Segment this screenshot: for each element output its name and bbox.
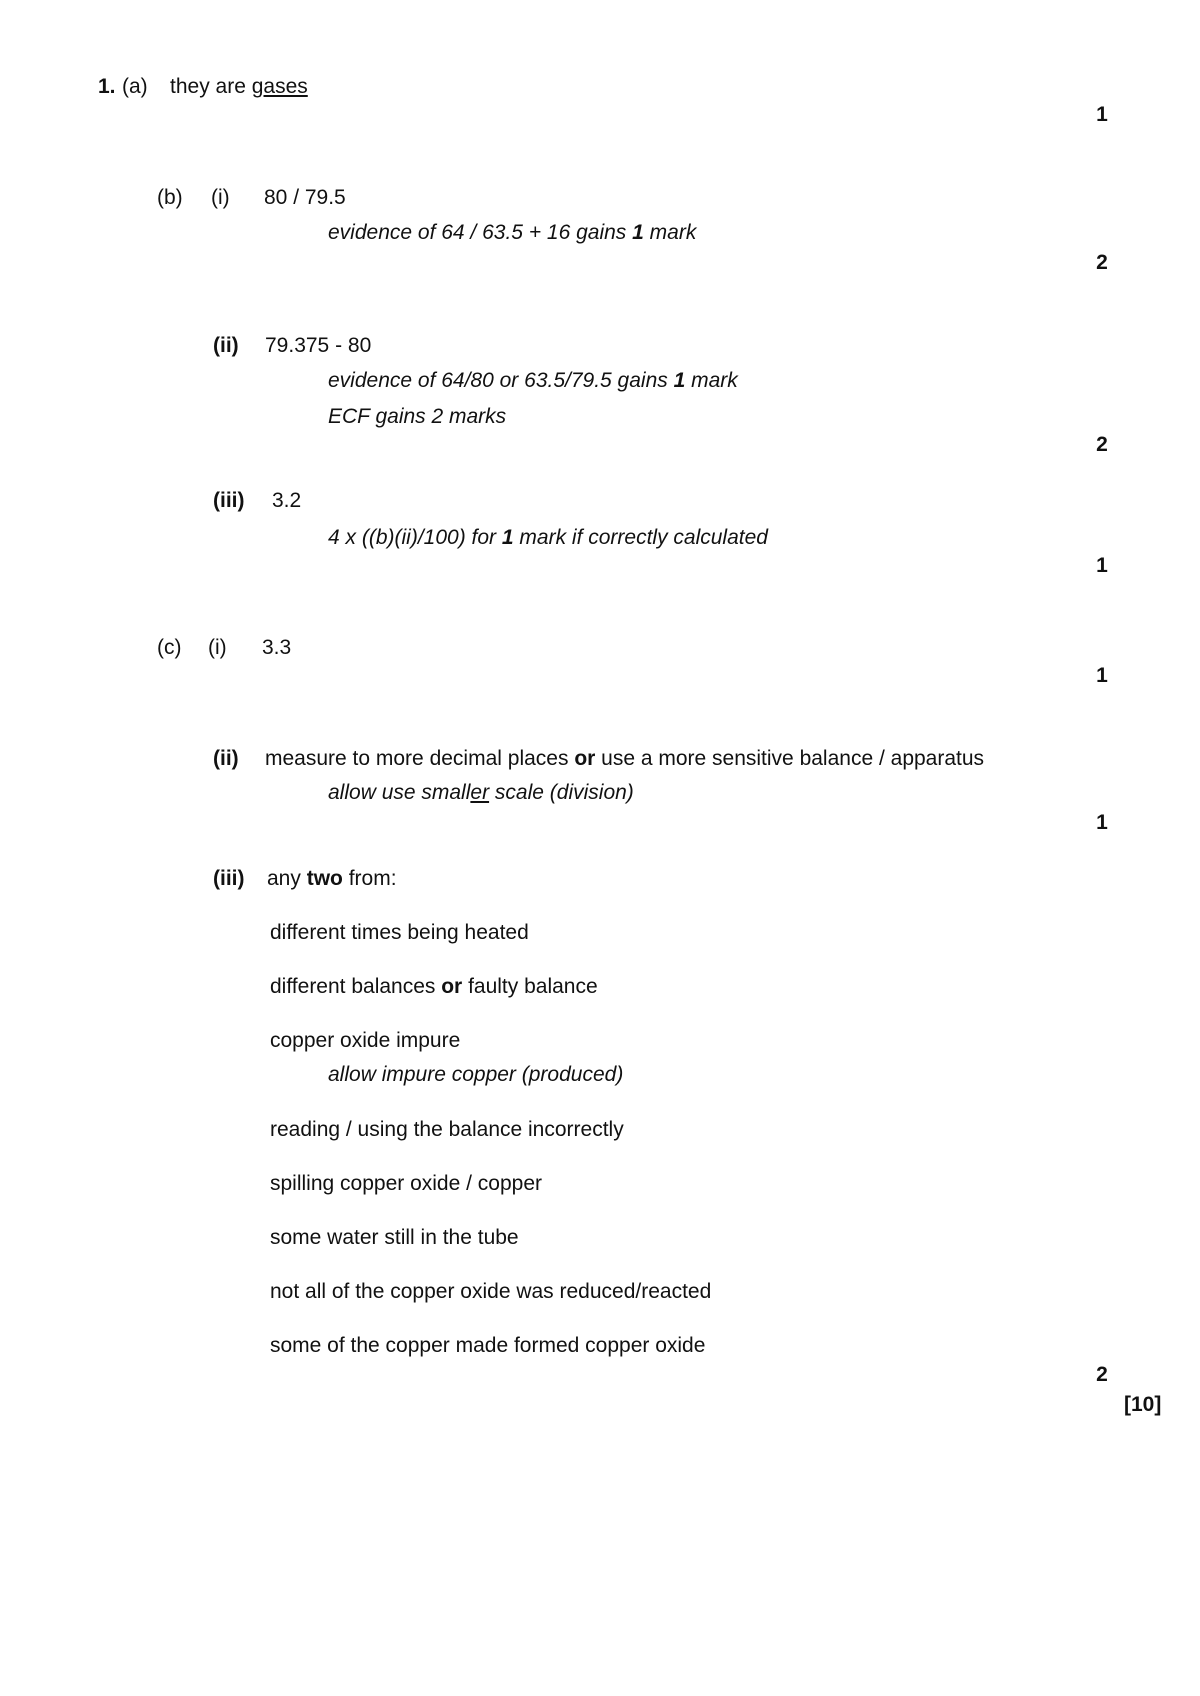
marks-b-ii: 2 [1096,433,1108,456]
part-c-label: (c) [157,636,182,659]
marks-c-i: 1 [1096,664,1108,687]
part-c-ii-guidance: allow use smaller scale (division) [328,781,634,804]
part-b-i-answer: 80 / 79.5 [264,186,346,209]
list-item: copper oxide impure [270,1029,461,1052]
list-item: not all of the copper oxide was reduced/reacted [270,1280,712,1303]
part-c-ii-label: (ii) [213,747,239,770]
marks-b-iii: 1 [1096,554,1108,577]
list-item: some of the copper made formed copper oxide [270,1334,706,1357]
part-c-iii-intro: any two from: [267,867,397,890]
part-c-iii-label: (iii) [213,867,245,890]
list-item-guidance: allow impure copper (produced) [328,1063,624,1086]
part-a-answer: they are gases [170,75,308,98]
marks-c-ii: 1 [1096,811,1108,834]
total-marks: [10] [1124,1393,1162,1416]
marks-a: 1 [1096,103,1108,126]
part-b-ii-guidance-2: ECF gains 2 marks [328,405,507,428]
part-b-iii-label: (iii) [213,489,245,512]
part-b-ii-label: (ii) [213,334,239,357]
marks-c-iii: 2 [1096,1363,1108,1386]
part-b-i-guidance: evidence of 64 / 63.5 + 16 gains 1 mark [328,221,697,244]
part-b-iii-guidance: 4 x ((b)(ii)/100) for 1 mark if correctly calculated [328,526,768,549]
part-b-iii-answer: 3.2 [272,489,302,512]
question-number: 1. [98,75,116,98]
marks-b-i: 2 [1096,251,1108,274]
part-c-i-answer: 3.3 [262,636,292,659]
part-b-ii-guidance-1: evidence of 64/80 or 63.5/79.5 gains 1 mark [328,369,738,392]
part-b-i-label: (i) [211,186,230,209]
list-item: spilling copper oxide / copper [270,1172,542,1195]
underlined-keyword: gases [251,75,308,98]
part-b-label: (b) [157,186,183,209]
part-c-i-label: (i) [208,636,227,659]
list-item: some water still in the tube [270,1226,519,1249]
part-b-ii-answer: 79.375 - 80 [265,334,372,357]
list-item: reading / using the balance incorrectly [270,1118,624,1141]
part-c-ii-answer: measure to more decimal places or use a more sensitive balance / apparatus [265,747,985,770]
list-item: different balances or faulty balance [270,975,598,998]
list-item: different times being heated [270,921,529,944]
part-a-label: (a) [122,75,148,98]
